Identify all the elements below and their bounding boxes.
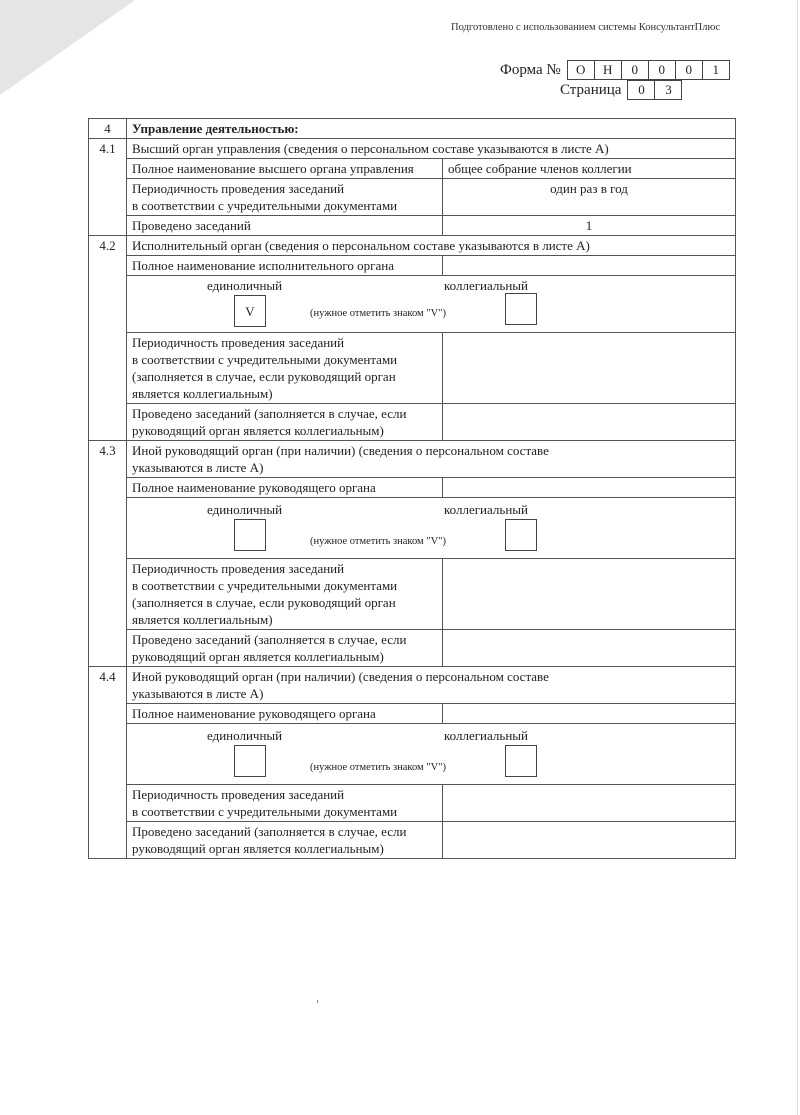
s42-period-line3: (заполняется в случае, если руководящий орган xyxy=(132,369,396,384)
form-number-cell: О xyxy=(567,60,595,80)
s42-period-line4: является коллегиальным) xyxy=(132,386,273,401)
s43-period-line4: является коллегиальным) xyxy=(132,612,273,627)
s42-held-line1: Проведено заседаний (заполняется в случае, если xyxy=(132,406,407,421)
s41-period-line2: в соответствии с учредительными документами xyxy=(132,198,398,213)
s42-collegial-checkbox[interactable] xyxy=(505,293,537,325)
s44-period-value xyxy=(443,785,736,822)
page-number-cell: 0 xyxy=(627,80,655,100)
page-number-row xyxy=(560,80,682,100)
s41-title: Высший орган управления (сведения о персональном составе указываются в листе А) xyxy=(127,139,736,159)
s42-period-line2: в соответствии с учредительными документами xyxy=(132,352,398,367)
s41-name-label: Полное наименование высшего органа управления xyxy=(127,159,443,179)
s42-sole-checkbox[interactable]: V xyxy=(234,295,266,327)
s43-period-value xyxy=(443,559,736,630)
s41-period-value: один раз в год xyxy=(443,179,736,216)
s43-period-label xyxy=(127,559,443,630)
s44-held-line2: руководящий орган является коллегиальным) xyxy=(132,841,384,856)
s43-name-value xyxy=(443,478,736,498)
s42-title: Исполнительный орган (сведения о персональном составе указываются в листе А) xyxy=(127,236,736,256)
s43-held-line2: руководящий орган является коллегиальным) xyxy=(132,649,384,664)
s43-title xyxy=(127,441,736,478)
item-number-4-2: 4.2 xyxy=(89,236,127,441)
s44-held-label xyxy=(127,822,443,859)
section-number: 4 xyxy=(89,119,127,139)
s44-sole-checkbox[interactable] xyxy=(234,745,266,777)
s41-held-label: Проведено заседаний xyxy=(127,216,443,236)
s43-title-line2: указываются в листе А) xyxy=(132,460,264,475)
s44-title-line2: указываются в листе А) xyxy=(132,686,264,701)
s42-period-value xyxy=(443,333,736,404)
s43-sole-checkbox[interactable] xyxy=(234,519,266,551)
form-label: Форма № xyxy=(500,61,561,78)
consultant-note: Подготовлено с использованием системы КонсультантПлюс xyxy=(451,22,720,33)
s43-collegial-label: коллегиальный xyxy=(444,502,528,517)
s43-held-label xyxy=(127,630,443,667)
s43-collegial-checkbox[interactable] xyxy=(505,519,537,551)
s43-period-line1: Периодичность проведения заседаний xyxy=(132,561,345,576)
s43-name-label: Полное наименование руководящего органа xyxy=(127,478,443,498)
scan-speck xyxy=(317,1000,318,1003)
s44-collegial-label: коллегиальный xyxy=(444,728,528,743)
s44-sole-label: единоличный xyxy=(207,728,283,743)
s42-name-label: Полное наименование исполнительного органа xyxy=(127,256,443,276)
s42-held-value xyxy=(443,404,736,441)
s44-title-line1: Иной руководящий орган (при наличии) (сведения о персональном составе xyxy=(132,669,549,684)
s41-period-label xyxy=(127,179,443,216)
page-label: Страница xyxy=(560,81,622,98)
management-table xyxy=(88,118,736,859)
s41-name-value: общее собрание членов коллегии xyxy=(443,159,736,179)
item-number-4-3: 4.3 xyxy=(89,441,127,667)
form-number-cell: 0 xyxy=(622,60,649,80)
s44-mark-note: (нужное отметить знаком "V") xyxy=(310,762,446,773)
s44-held-line1: Проведено заседаний (заполняется в случае, если xyxy=(132,824,407,839)
s42-name-value xyxy=(443,256,736,276)
s43-type-choice xyxy=(127,498,736,559)
s43-period-line2: в соответствии с учредительными документами xyxy=(132,578,398,593)
form-number-cell: 0 xyxy=(676,60,703,80)
s43-title-line1: Иной руководящий орган (при наличии) (сведения о персональном составе xyxy=(132,443,549,458)
s43-sole-label: единоличный xyxy=(207,502,283,517)
form-number-cell: 1 xyxy=(703,60,730,80)
form-number-cell: Н xyxy=(595,60,622,80)
page-number-cell: 3 xyxy=(655,80,682,100)
s44-title xyxy=(127,667,736,704)
s44-name-value xyxy=(443,704,736,724)
s41-held-value: 1 xyxy=(443,216,736,236)
section-header-row xyxy=(89,119,736,139)
s42-sole-label: единоличный xyxy=(207,278,283,293)
form-number-row xyxy=(500,60,730,80)
s44-period-line2: в соответствии с учредительными документами xyxy=(132,804,398,819)
s42-mark-note: (нужное отметить знаком "V") xyxy=(310,308,446,319)
s44-held-value xyxy=(443,822,736,859)
s43-held-line1: Проведено заседаний (заполняется в случае, если xyxy=(132,632,407,647)
s44-period-label xyxy=(127,785,443,822)
s44-name-label: Полное наименование руководящего органа xyxy=(127,704,443,724)
s42-type-choice xyxy=(127,276,736,333)
s44-period-line1: Периодичность проведения заседаний xyxy=(132,787,345,802)
item-number-4-1: 4.1 xyxy=(89,139,127,236)
s42-held-label xyxy=(127,404,443,441)
s41-period-line1: Периодичность проведения заседаний xyxy=(132,181,345,196)
form-number-cell: 0 xyxy=(649,60,676,80)
s42-collegial-label: коллегиальный xyxy=(444,278,528,293)
s42-held-line2: руководящий орган является коллегиальным) xyxy=(132,423,384,438)
section-title: Управление деятельностью: xyxy=(127,119,736,139)
item-number-4-4: 4.4 xyxy=(89,667,127,859)
page-fold-shadow xyxy=(0,0,135,95)
s43-period-line3: (заполняется в случае, если руководящий орган xyxy=(132,595,396,610)
scan-edge xyxy=(797,0,798,1115)
form-number-cells xyxy=(567,60,730,80)
s44-collegial-checkbox[interactable] xyxy=(505,745,537,777)
s44-type-choice xyxy=(127,724,736,785)
s42-period-label xyxy=(127,333,443,404)
s43-mark-note: (нужное отметить знаком "V") xyxy=(310,536,446,547)
s42-period-line1: Периодичность проведения заседаний xyxy=(132,335,345,350)
page-number-cells xyxy=(627,80,682,100)
s43-held-value xyxy=(443,630,736,667)
